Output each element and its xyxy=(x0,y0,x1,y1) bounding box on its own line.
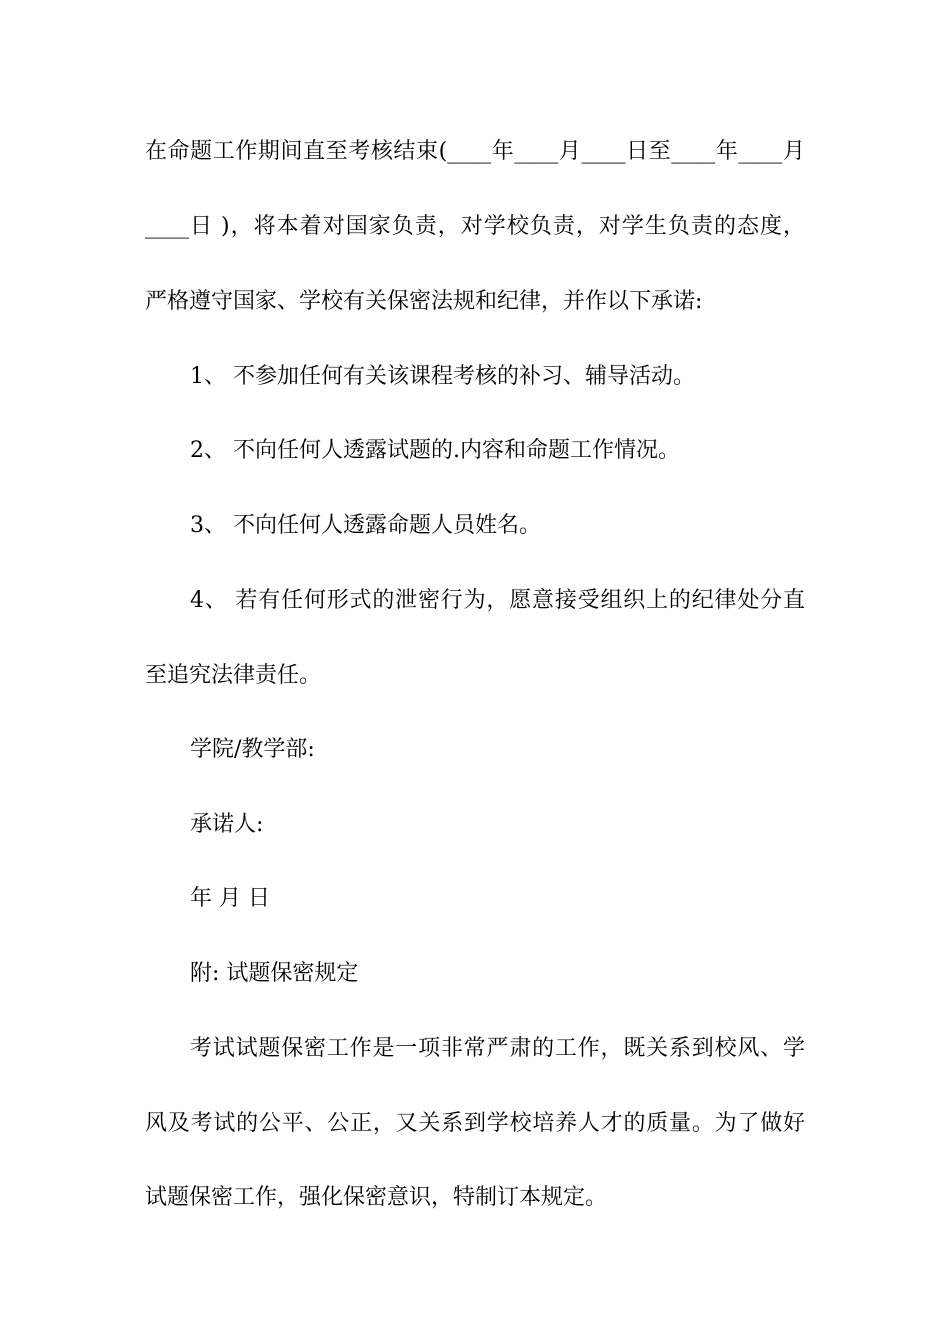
appendix-title: 附: 试题保密规定 xyxy=(190,961,359,986)
pledge-item-1: 1、 不参加任何有关该课程考核的补习、辅导活动。 xyxy=(190,364,695,389)
pledge-item-2: 2、 不向任何人透露试题的.内容和命题工作情况。 xyxy=(190,438,680,463)
pledger-label: 承诺人: xyxy=(190,812,264,837)
pledge-item-4-continued: 至追究法律责任。 xyxy=(145,663,322,688)
appendix-paragraph-line-1: 考试试题保密工作是一项非常严肃的工作，既关系到校风、学 xyxy=(190,1036,805,1061)
paragraph-line-3: 严格遵守国家、学校有关保密法规和纪律，并作以下承诺: xyxy=(145,289,703,314)
date-label: 年 月 日 xyxy=(190,886,270,911)
department-label: 学院/教学部: xyxy=(190,737,315,762)
pledge-item-4: 4、 若有任何形式的泄密行为，愿意接受组织上的纪律处分直 xyxy=(190,588,805,613)
appendix-paragraph-line-2: 风及考试的公平、公正，又关系到学校培养人才的质量。为了做好 xyxy=(145,1111,805,1136)
paragraph-line-1: 在命题工作期间直至考核结束(____年____月____日至____年____月 xyxy=(145,139,805,164)
paragraph-line-2: ____日 )，将本着对国家负责，对学校负责，对学生负责的态度， xyxy=(145,214,805,239)
appendix-paragraph-line-3: 试题保密工作，强化保密意识，特制订本规定。 xyxy=(145,1185,608,1210)
pledge-item-3: 3、 不向任何人透露命题人员姓名。 xyxy=(190,513,541,538)
